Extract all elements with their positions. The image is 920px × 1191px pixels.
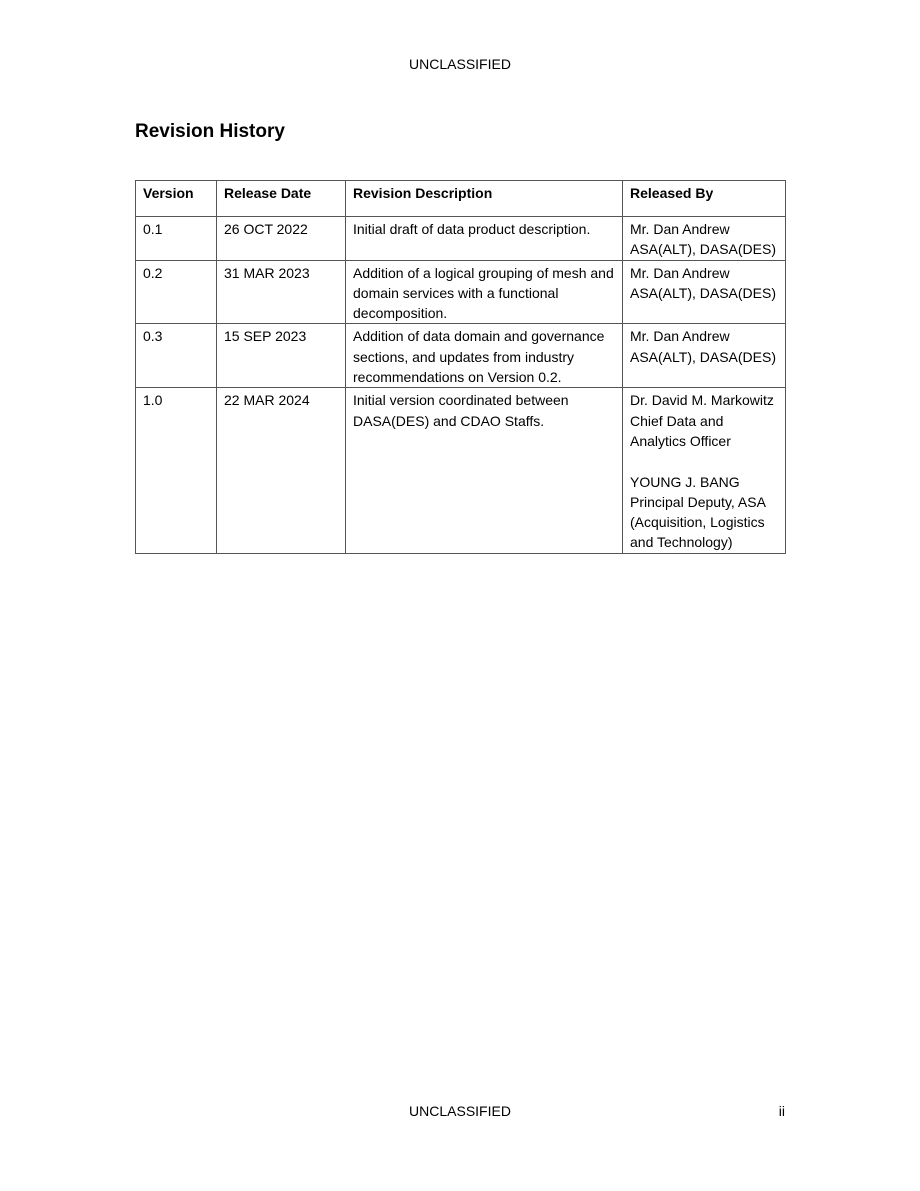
released-by-cell: Mr. Dan Andrew ASA(ALT), DASA(DES)	[623, 324, 786, 388]
column-header-revision-description: Revision Description	[346, 181, 623, 217]
version-cell: 0.1	[136, 217, 217, 261]
released-by-cell: Dr. David M. Markowitz Chief Data and Analytics Officer YOUNG J. BANG Principal Deputy, ASA (Acquisition, Logistics and Technology)	[623, 388, 786, 553]
release-date-cell: 31 MAR 2023	[217, 260, 346, 324]
release-date-cell: 15 SEP 2023	[217, 324, 346, 388]
column-header-version: Version	[136, 181, 217, 217]
table-row	[136, 217, 786, 261]
version-cell: 0.3	[136, 324, 217, 388]
version-cell: 0.2	[136, 260, 217, 324]
page-number: ii	[778, 1103, 785, 1119]
table-row	[136, 324, 786, 388]
released-by-cell: Mr. Dan Andrew ASA(ALT), DASA(DES)	[623, 217, 786, 261]
page-title: Revision History	[135, 121, 285, 142]
revision-history-table	[135, 180, 786, 554]
table-row	[136, 260, 786, 324]
description-cell: Addition of data domain and governance sections, and updates from industry recommendations on Version 0.2.	[346, 324, 623, 388]
version-cell: 1.0	[136, 388, 217, 553]
table-header-row	[136, 181, 786, 217]
column-header-release-date: Release Date	[217, 181, 346, 217]
released-by-cell: Mr. Dan Andrew ASA(ALT), DASA(DES)	[623, 260, 786, 324]
description-cell: Initial draft of data product description.	[346, 217, 623, 261]
description-cell: Addition of a logical grouping of mesh and domain services with a functional decomposition.	[346, 260, 623, 324]
release-date-cell: 22 MAR 2024	[217, 388, 346, 553]
column-header-released-by: Released By	[623, 181, 786, 217]
release-date-cell: 26 OCT 2022	[217, 217, 346, 261]
header-classification: UNCLASSIFIED	[409, 56, 511, 72]
description-cell: Initial version coordinated between DASA(DES) and CDAO Staffs.	[346, 388, 623, 553]
footer-classification: UNCLASSIFIED	[409, 1103, 511, 1119]
table-row	[136, 388, 786, 553]
